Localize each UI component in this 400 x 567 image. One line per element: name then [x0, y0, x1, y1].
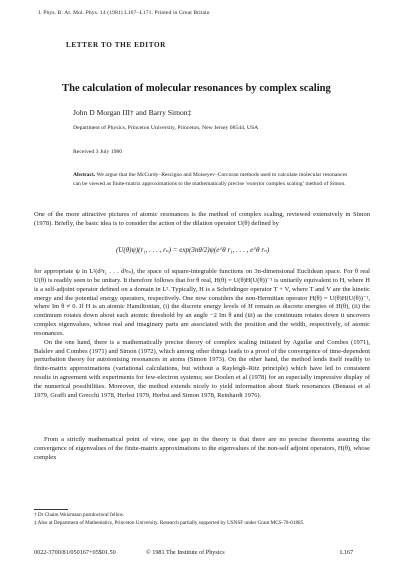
body-paragraph-1	[34, 211, 370, 229]
abstract	[73, 171, 349, 189]
page-number: L167	[340, 549, 354, 556]
article-code: 0022-3700/81/050167+05$01.50	[34, 549, 116, 556]
section-heading: LETTER TO THE EDITOR	[66, 41, 166, 49]
journal-citation: J. Phys. B: At. Mol. Phys. 14 (1981) L167–L171. Printed in Great Britain	[38, 10, 210, 16]
paragraph-text: for appropriate ψ in L²(d³r₁ . . . d³rₙ), the space of square-integrable functions on 3n-dimensional Euclidean space. For θ real U(θ) is readily seen to be unitary. It therefore follows that for θ real, H(θ) = U(θ)H(U(θ))⁻¹ is unitarily equivalent to H, where H is a self-adjoint operator defined on a domain in L². Typically, H is a Schrödinger operator T + V, where T and V are the kinetic energy and the potential energy operators, respectively. One now considers the non-Hermitian operator H(θ) = U(θ)H(U(θ))⁻¹, where Im θ ≠ 0. If H is an atomic Hamiltonian, (i) the discrete energy levels of H remain as discrete energies of H(θ), (ii) the continuum rotates down about each atomic threshold by an angle −2 Im θ and (iii) as the continuum rotates down it uncovers complex eigenvalues, whose real and imaginary parts are associated with the position and the width, respectively, of atomic resonances.	[34, 268, 370, 337]
body-paragraph-3	[34, 436, 370, 463]
paragraph-text: On the one hand, there is a mathematically precise theory of complex scaling initiated by Aguilar and Combes (1971), Balslev and Combes (1971) and Simon (1972), which among other things leads to a proof of the convergence of time-dependent perturbation theory for autoionising resonances in atoms (Simon 1973). On the other hand, the method lends itself readily to finite-matrix approximations (variational calculations, but without a Rayleigh–Ritz principle) which have led to consistent results in agreement with experiments for few-electron systems; see Doolen et al (1978) for an especially impressive display of the numerical possibilities. Moreover, the method extends nicely to yield information about Stark resonances (Benassi et al 1979, Graffi and Grecchi 1978, Herbst 1979, Herbst and Simon 1978, Reinhardt 1976).	[34, 338, 370, 399]
body-paragraph-2	[34, 268, 370, 401]
abstract-text: We argue that the McCurdy–Rescigno and Moiseyev–Corcoran methods used to calculate molecular resonances can be viewed as finite-matrix approximations to the mathematically precise ‘exterior complex scaling’ method of Simon.	[73, 172, 348, 187]
footnote-divider	[34, 509, 68, 510]
author-list: John D Morgan III† and Barry Simon‡	[73, 108, 192, 117]
paragraph-text: One of the more attractive pictures of atomic resonances is the method of complex scaling, reviewed extensively in Simon (1978). Briefly, the basic idea is to consider the action of the dilation operator U(θ) defined by	[34, 211, 370, 227]
affiliation: Department of Physics, Princeton University, Princeton, New Jersey 08544, USA	[73, 125, 259, 131]
article-title: The calculation of molecular resonances by complex scaling	[62, 83, 331, 94]
paragraph-text: From a strictly mathematical point of view, one gap in the theory is that there are no precise theorems assuring the convergence of eigenvalues of the finite-matrix approximations to the eigenvalues of the non-self adjoint operators, H(θ), whose complex	[34, 436, 370, 461]
footnote-2: ‡ Also at Department of Mathematics, Princeton University. Research partially supported by USNSF under Grant MCS-78-01885.	[34, 520, 305, 526]
copyright: © 1981 The Institute of Physics	[146, 549, 225, 556]
abstract-label: Abstract.	[73, 172, 96, 178]
footnote-1: † Dr Chaim Weizmann postdoctoral fellow.	[34, 512, 125, 518]
dilation-equation: (U(θ)ψ)(r₁, . . . , rₙ) = exp(3nθ/2)ψ(e^θ r₁, . . . , e^θ rₙ)	[116, 246, 270, 254]
received-date: Received 3 July 1980	[73, 149, 123, 155]
